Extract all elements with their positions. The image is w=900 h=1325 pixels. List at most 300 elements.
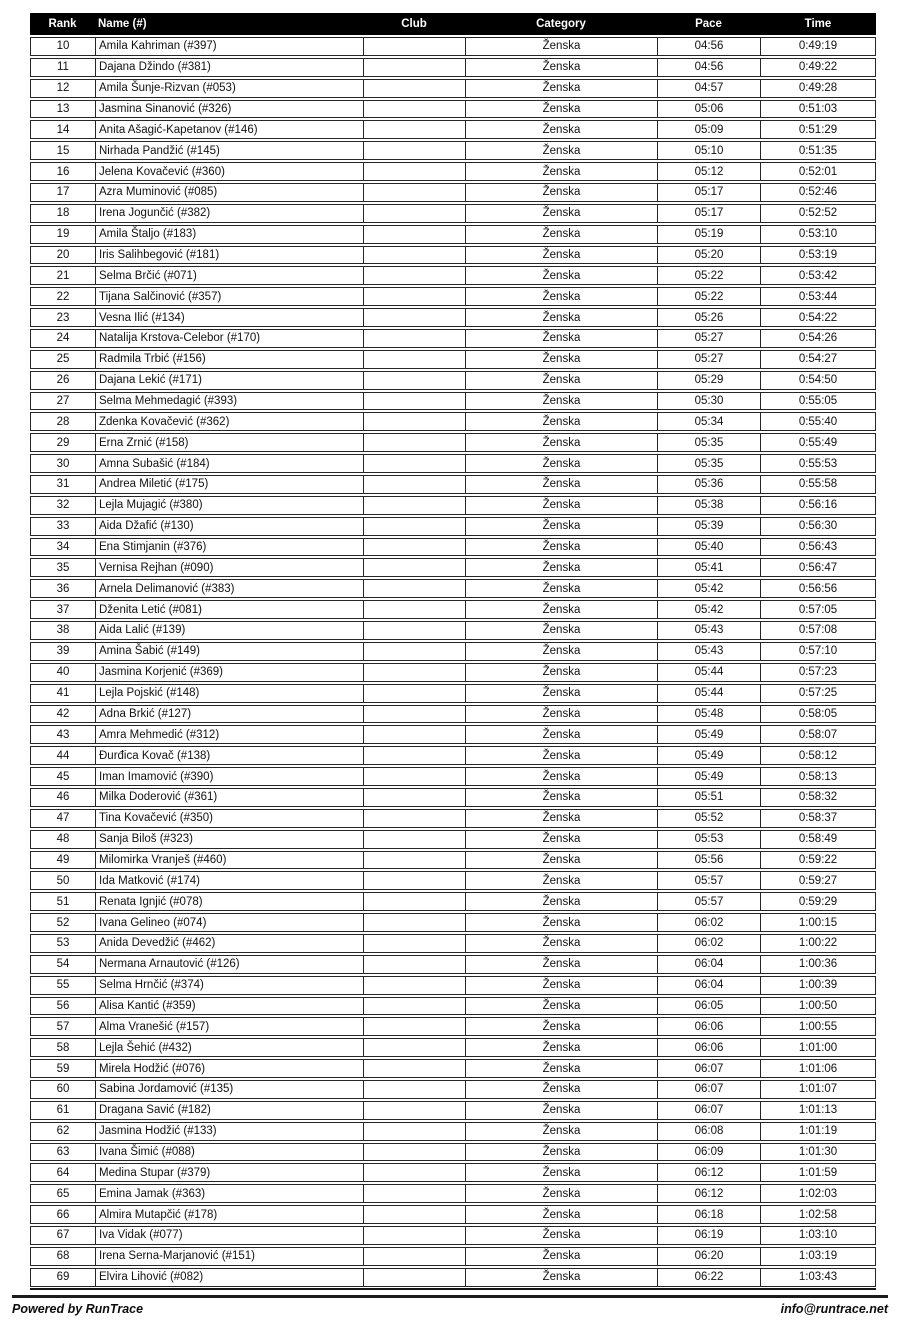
time-cell: 1:00:50 [798,999,838,1012]
club-cell [364,101,466,118]
category-cell: Ženska [466,1039,658,1056]
name-cell: Amila Štaljo (#183) [96,226,364,243]
rank-cell: 14 [31,121,96,138]
table-row [30,475,876,494]
category-cell: Ženska [466,142,658,159]
table-row [30,1101,876,1120]
rank-cell: 26 [31,372,96,389]
rank-cell: 40 [31,664,96,681]
category-cell: Ženska [466,413,658,430]
name-cell: Iman Imamović (#390) [96,768,364,785]
club-cell [364,121,466,138]
time-cell: 0:53:10 [798,228,838,241]
table-row [30,141,876,160]
pace-cell: 05:30 [658,393,761,410]
pace-cell: 05:44 [658,685,761,702]
table-row [30,100,876,119]
club-cell [364,288,466,305]
table-row [30,1163,876,1182]
name-cell: Sanja Biloš (#323) [96,831,364,848]
category-cell: Ženska [466,747,658,764]
club-cell [364,706,466,723]
pace-cell: 05:09 [658,121,761,138]
pace-cell: 05:52 [658,810,761,827]
pace-cell: 05:49 [658,747,761,764]
club-cell [364,476,466,493]
rank-cell: 20 [31,247,96,264]
table-row [30,37,876,56]
rank-cell: 21 [31,267,96,284]
table-row [30,955,876,974]
powered-by-text: Powered by RunTrace [12,1302,144,1316]
name-cell: Radmila Trbić (#156) [96,351,364,368]
table-row [30,517,876,536]
club-cell [364,59,466,76]
table-row [30,1247,876,1266]
pace-cell: 05:42 [658,601,761,618]
time-cell: 0:58:07 [798,728,838,741]
name-cell: Ivana Šimić (#088) [96,1144,364,1161]
name-cell: Erna Zrnić (#158) [96,434,364,451]
table-row [30,851,876,870]
club-cell [364,330,466,347]
rank-cell: 23 [31,309,96,326]
category-cell: Ženska [466,1185,658,1202]
time-cell: 0:53:44 [798,290,838,303]
club-cell [364,789,466,806]
time-cell: 1:01:06 [798,1062,838,1075]
pace-cell: 05:27 [658,330,761,347]
category-cell: Ženska [466,372,658,389]
club-cell [364,559,466,576]
name-cell: Ena Stimjanin (#376) [96,539,364,556]
rank-cell: 31 [31,476,96,493]
category-cell: Ženska [466,121,658,138]
time-cell: 0:53:19 [798,249,838,262]
category-cell: Ženska [466,163,658,180]
time-cell: 1:03:19 [798,1250,838,1263]
table-header [30,13,876,35]
time-cell: 1:02:58 [798,1208,838,1221]
category-cell: Ženska [466,434,658,451]
pace-cell: 06:07 [658,1102,761,1119]
category-cell: Ženska [466,643,658,660]
category-cell: Ženska [466,1269,658,1286]
category-cell: Ženska [466,706,658,723]
name-cell: Azra Muminović (#085) [96,184,364,201]
club-cell [364,601,466,618]
table-row [30,1017,876,1036]
category-cell: Ženska [466,393,658,410]
table-row [30,1038,876,1057]
pace-cell: 06:06 [658,1018,761,1035]
rank-cell: 16 [31,163,96,180]
time-cell: 0:58:49 [798,833,838,846]
club-cell [364,1269,466,1286]
category-cell: Ženska [466,267,658,284]
time-cell: 1:00:36 [798,958,838,971]
name-cell: Nermana Arnautović (#126) [96,956,364,973]
rank-cell: 15 [31,142,96,159]
name-cell: Vernisa Rejhan (#090) [96,559,364,576]
name-cell: Aida Džafić (#130) [96,518,364,535]
club-cell [364,1227,466,1244]
name-cell: Tina Kovačević (#350) [96,810,364,827]
club-cell [364,247,466,264]
table-row [30,392,876,411]
rank-cell: 66 [31,1206,96,1223]
rank-cell: 62 [31,1123,96,1140]
category-cell: Ženska [466,1060,658,1077]
name-cell: Irena Serna-Marjanović (#151) [96,1248,364,1265]
club-cell [364,393,466,410]
category-cell: Ženska [466,247,658,264]
table-row [30,350,876,369]
category-cell: Ženska [466,998,658,1015]
table-row [30,934,876,953]
pace-cell: 06:20 [658,1248,761,1265]
rank-cell: 68 [31,1248,96,1265]
name-cell: Mirela Hodžić (#076) [96,1060,364,1077]
category-cell: Ženska [466,1144,658,1161]
pace-cell: 06:22 [658,1269,761,1286]
club-cell [364,163,466,180]
category-cell: Ženska [466,893,658,910]
table-row [30,725,876,744]
table-row [30,538,876,557]
time-cell: 0:54:27 [798,353,838,366]
pace-cell: 05:19 [658,226,761,243]
pace-cell: 05:41 [658,559,761,576]
name-cell: Vesna Ilić (#134) [96,309,364,326]
table-row [30,58,876,77]
pace-cell: 06:12 [658,1164,761,1181]
column-header-rank: Rank [48,18,77,30]
time-cell: 0:57:05 [798,603,838,616]
rank-cell: 32 [31,497,96,514]
name-cell: Amila Šunje-Rizvan (#053) [96,80,364,97]
name-cell: Andrea Miletić (#175) [96,476,364,493]
pace-cell: 05:38 [658,497,761,514]
name-cell: Anita Ašagić-Kapetanov (#146) [96,121,364,138]
category-cell: Ženska [466,476,658,493]
club-cell [364,1018,466,1035]
table-row [30,1143,876,1162]
time-cell: 0:57:08 [798,624,838,637]
results-table [30,13,876,1290]
table-row [30,746,876,765]
column-header-club: Club [401,18,427,30]
rank-cell: 19 [31,226,96,243]
pace-cell: 05:39 [658,518,761,535]
pace-cell: 05:56 [658,852,761,869]
pace-cell: 06:18 [658,1206,761,1223]
time-cell: 0:55:05 [798,395,838,408]
time-cell: 0:49:28 [798,82,838,95]
time-cell: 0:59:29 [798,895,838,908]
rank-cell: 47 [31,810,96,827]
table-row [30,997,876,1016]
time-cell: 0:55:53 [798,457,838,470]
rank-cell: 45 [31,768,96,785]
table-row [30,788,876,807]
rank-cell: 67 [31,1227,96,1244]
rank-cell: 39 [31,643,96,660]
name-cell: Anida Devedžić (#462) [96,935,364,952]
time-cell: 0:51:35 [798,144,838,157]
time-cell: 1:00:55 [798,1020,838,1033]
time-cell: 1:03:10 [798,1229,838,1242]
category-cell: Ženska [466,38,658,55]
club-cell [364,580,466,597]
club-cell [364,455,466,472]
pace-cell: 05:35 [658,455,761,472]
pace-cell: 05:35 [658,434,761,451]
table-row [30,225,876,244]
name-cell: Amila Kahriman (#397) [96,38,364,55]
name-cell: Ida Matković (#174) [96,872,364,889]
pace-cell: 06:07 [658,1060,761,1077]
name-cell: Alma Vranešić (#157) [96,1018,364,1035]
category-cell: Ženska [466,1227,658,1244]
club-cell [364,1081,466,1098]
club-cell [364,142,466,159]
table-row [30,830,876,849]
pace-cell: 05:51 [658,789,761,806]
club-cell [364,1102,466,1119]
club-cell [364,497,466,514]
pace-cell: 05:48 [658,706,761,723]
category-cell: Ženska [466,226,658,243]
name-cell: Lejla Pojskić (#148) [96,685,364,702]
name-cell: Jasmina Korjenić (#369) [96,664,364,681]
pace-cell: 06:12 [658,1185,761,1202]
name-cell: Natalija Krstova-Celebor (#170) [96,330,364,347]
time-cell: 1:02:03 [798,1187,838,1200]
club-cell [364,643,466,660]
club-cell [364,977,466,994]
name-cell: Lejla Mujagić (#380) [96,497,364,514]
table-bottom-border [30,1288,876,1290]
rank-cell: 59 [31,1060,96,1077]
name-cell: Iva Vidak (#077) [96,1227,364,1244]
name-cell: Amina Šabić (#149) [96,643,364,660]
time-cell: 0:53:42 [798,269,838,282]
table-row [30,329,876,348]
pace-cell: 05:42 [658,580,761,597]
category-cell: Ženska [466,622,658,639]
club-cell [364,998,466,1015]
club-cell [364,622,466,639]
name-cell: Irena Jogunčić (#382) [96,205,364,222]
category-cell: Ženska [466,726,658,743]
rank-cell: 28 [31,413,96,430]
name-cell: Milomirka Vranješ (#460) [96,852,364,869]
club-cell [364,372,466,389]
name-cell: Arnela Delimanović (#383) [96,580,364,597]
pace-cell: 06:09 [658,1144,761,1161]
category-cell: Ženska [466,601,658,618]
club-cell [364,914,466,931]
category-cell: Ženska [466,935,658,952]
time-cell: 1:00:22 [798,937,838,950]
results-rows [30,37,876,1287]
club-cell [364,1185,466,1202]
time-cell: 1:00:15 [798,916,838,929]
category-cell: Ženska [466,330,658,347]
name-cell: Amra Mehmedić (#312) [96,726,364,743]
category-cell: Ženska [466,768,658,785]
club-cell [364,518,466,535]
pace-cell: 04:56 [658,38,761,55]
rank-cell: 69 [31,1269,96,1286]
rank-cell: 22 [31,288,96,305]
pace-cell: 06:06 [658,1039,761,1056]
club-cell [364,685,466,702]
rank-cell: 12 [31,80,96,97]
rank-cell: 25 [31,351,96,368]
club-cell [364,768,466,785]
table-row [30,162,876,181]
contact-email: info@runtrace.net [780,1302,888,1316]
table-row [30,558,876,577]
club-cell [364,226,466,243]
rank-cell: 55 [31,977,96,994]
time-cell: 0:55:40 [798,415,838,428]
category-cell: Ženska [466,288,658,305]
table-row [30,767,876,786]
category-cell: Ženska [466,1102,658,1119]
pace-cell: 04:56 [658,59,761,76]
time-cell: 0:58:13 [798,770,838,783]
rank-cell: 11 [31,59,96,76]
time-cell: 0:58:37 [798,812,838,825]
table-row [30,892,876,911]
time-cell: 0:56:56 [798,582,838,595]
category-cell: Ženska [466,1123,658,1140]
category-cell: Ženska [466,559,658,576]
pace-cell: 05:29 [658,372,761,389]
table-row [30,600,876,619]
club-cell [364,80,466,97]
club-cell [364,956,466,973]
category-cell: Ženska [466,956,658,973]
club-cell [364,852,466,869]
name-cell: Jasmina Hodžić (#133) [96,1123,364,1140]
club-cell [364,205,466,222]
club-cell [364,1248,466,1265]
time-cell: 0:54:26 [798,332,838,345]
category-cell: Ženska [466,80,658,97]
rank-cell: 64 [31,1164,96,1181]
club-cell [364,1060,466,1077]
category-cell: Ženska [466,518,658,535]
table-row [30,287,876,306]
club-cell [364,893,466,910]
table-row [30,120,876,139]
table-row [30,1059,876,1078]
club-cell [364,935,466,952]
name-cell: Tijana Salčinović (#357) [96,288,364,305]
category-cell: Ženska [466,664,658,681]
table-row [30,1080,876,1099]
time-cell: 0:57:23 [798,666,838,679]
time-cell: 0:49:22 [798,61,838,74]
rank-cell: 51 [31,893,96,910]
club-cell [364,1206,466,1223]
name-cell: Jelena Kovačević (#360) [96,163,364,180]
table-row [30,183,876,202]
rank-cell: 46 [31,789,96,806]
rank-cell: 33 [31,518,96,535]
table-row [30,1268,876,1287]
pace-cell: 06:19 [658,1227,761,1244]
club-cell [364,267,466,284]
name-cell: Emina Jamak (#363) [96,1185,364,1202]
name-cell: Selma Mehmedagić (#393) [96,393,364,410]
name-cell: Amna Subašić (#184) [96,455,364,472]
club-cell [364,539,466,556]
time-cell: 0:54:22 [798,311,838,324]
club-cell [364,726,466,743]
table-row [30,809,876,828]
pace-cell: 06:02 [658,914,761,931]
table-row [30,705,876,724]
rank-cell: 37 [31,601,96,618]
club-cell [364,831,466,848]
time-cell: 0:59:27 [798,874,838,887]
name-cell: Nirhada Pandžić (#145) [96,142,364,159]
table-row [30,433,876,452]
rank-cell: 36 [31,580,96,597]
table-row [30,496,876,515]
rank-cell: 13 [31,101,96,118]
name-cell: Đurđica Kovač (#138) [96,747,364,764]
name-cell: Sabina Jordamović (#135) [96,1081,364,1098]
rank-cell: 53 [31,935,96,952]
rank-cell: 44 [31,747,96,764]
name-cell: Alisa Kantić (#359) [96,998,364,1015]
name-cell: Almira Mutapčić (#178) [96,1206,364,1223]
category-cell: Ženska [466,309,658,326]
time-cell: 1:01:07 [798,1083,838,1096]
column-header-category: Category [536,18,586,30]
rank-cell: 49 [31,852,96,869]
time-cell: 0:51:03 [798,103,838,115]
pace-cell: 05:53 [658,831,761,848]
column-header-time: Time [804,18,832,30]
rank-cell: 63 [31,1144,96,1161]
name-cell: Adna Brkić (#127) [96,706,364,723]
rank-cell: 57 [31,1018,96,1035]
pace-cell: 06:02 [658,935,761,952]
rank-cell: 52 [31,914,96,931]
time-cell: 0:56:16 [798,499,838,512]
time-cell: 0:58:05 [798,707,838,720]
category-cell: Ženska [466,539,658,556]
table-row [30,663,876,682]
table-row [30,204,876,223]
category-cell: Ženska [466,580,658,597]
category-cell: Ženska [466,1164,658,1181]
table-row [30,684,876,703]
rank-cell: 27 [31,393,96,410]
club-cell [364,810,466,827]
name-cell: Aida Lalić (#139) [96,622,364,639]
table-row [30,1122,876,1141]
rank-cell: 35 [31,559,96,576]
pace-cell: 05:22 [658,267,761,284]
